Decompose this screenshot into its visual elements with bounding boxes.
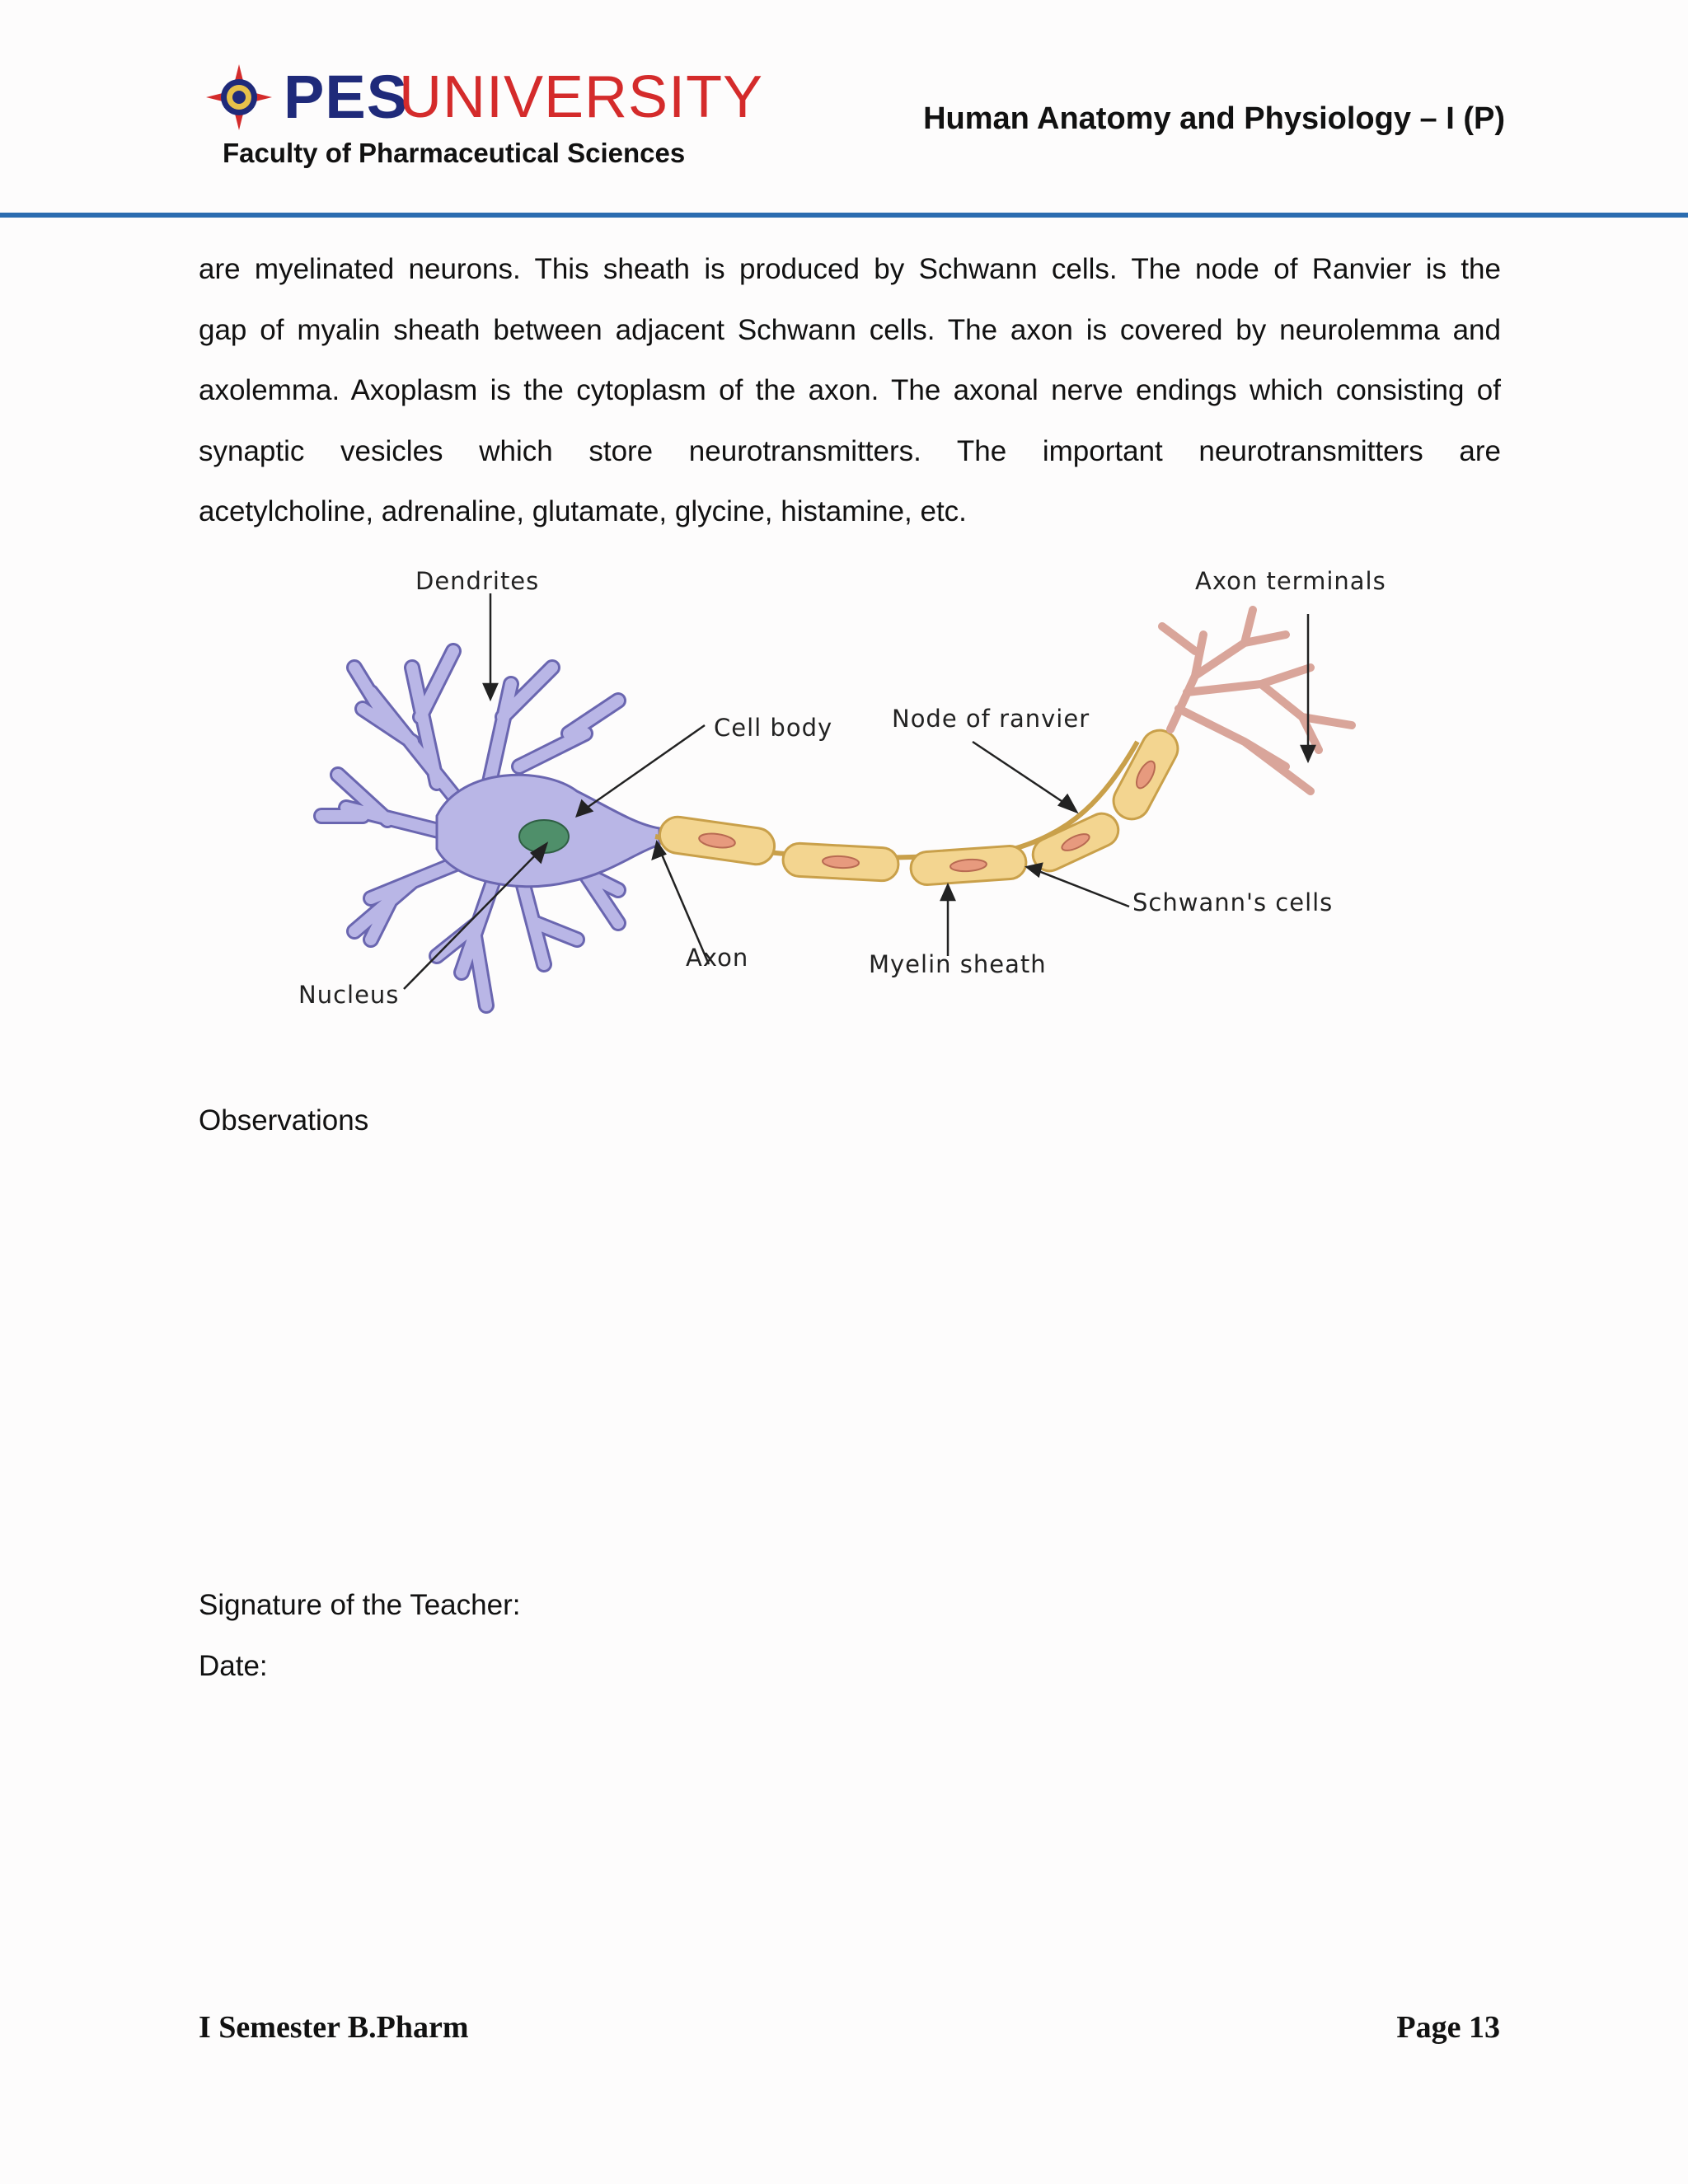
footer-page-number: Page 13 (1396, 2010, 1500, 2045)
label-myelin-sheath: Myelin sheath (869, 950, 1047, 978)
neuron-figure (272, 544, 1442, 1022)
schwann-cell (782, 842, 899, 881)
axon-terminals-shape (1162, 610, 1352, 791)
paragraph-line: synaptic vesicles which store neurotransmitters. The important neurotransmitters are (199, 434, 1501, 467)
logo-pes-text: PES (284, 63, 409, 131)
observations-heading: Observations (199, 1104, 369, 1137)
logo-university-text: UNIVERSITY (399, 64, 764, 130)
faculty-name: Faculty of Pharmaceutical Sciences (223, 138, 686, 168)
label-cell-body: Cell body (714, 714, 833, 742)
label-axon: Axon (686, 944, 749, 972)
compass-emblem-icon (206, 64, 272, 130)
schwann-cell (910, 845, 1027, 886)
teacher-signature-label: Signature of the Teacher: (199, 1589, 521, 1621)
myelin-segments (658, 724, 1184, 885)
body-paragraph (199, 239, 1501, 542)
page-header (0, 0, 1688, 219)
label-node-of-ranvier: Node of ranvier (892, 705, 1090, 733)
paragraph-line: are myelinated neurons. This sheath is produced by Schwann cells. The node of Ranvier is the (199, 253, 1501, 285)
label-schwanns-cells: Schwann's cells (1132, 888, 1334, 916)
header-divider (0, 213, 1688, 218)
label-dendrites: Dendrites (415, 567, 540, 595)
paragraph-line: axolemma. Axoplasm is the cytoplasm of the axon. The axonal nerve endings which consisting of (199, 374, 1501, 406)
label-axon-terminals: Axon terminals (1195, 567, 1386, 595)
course-title: Human Anatomy and Physiology – I (P) (923, 101, 1505, 136)
footer-semester: I Semester B.Pharm (199, 2010, 469, 2045)
date-label: Date: (199, 1650, 268, 1682)
paragraph-line: acetylcholine, adrenaline, glutamate, glycine, histamine, etc. (199, 495, 967, 527)
label-nucleus: Nucleus (298, 981, 400, 1009)
paragraph-line: gap of myalin sheath between adjacent Schwann cells. The axon is covered by neurolemma and (199, 313, 1501, 346)
neuron-diagram (272, 544, 1442, 1022)
schwann-cell (658, 814, 777, 866)
